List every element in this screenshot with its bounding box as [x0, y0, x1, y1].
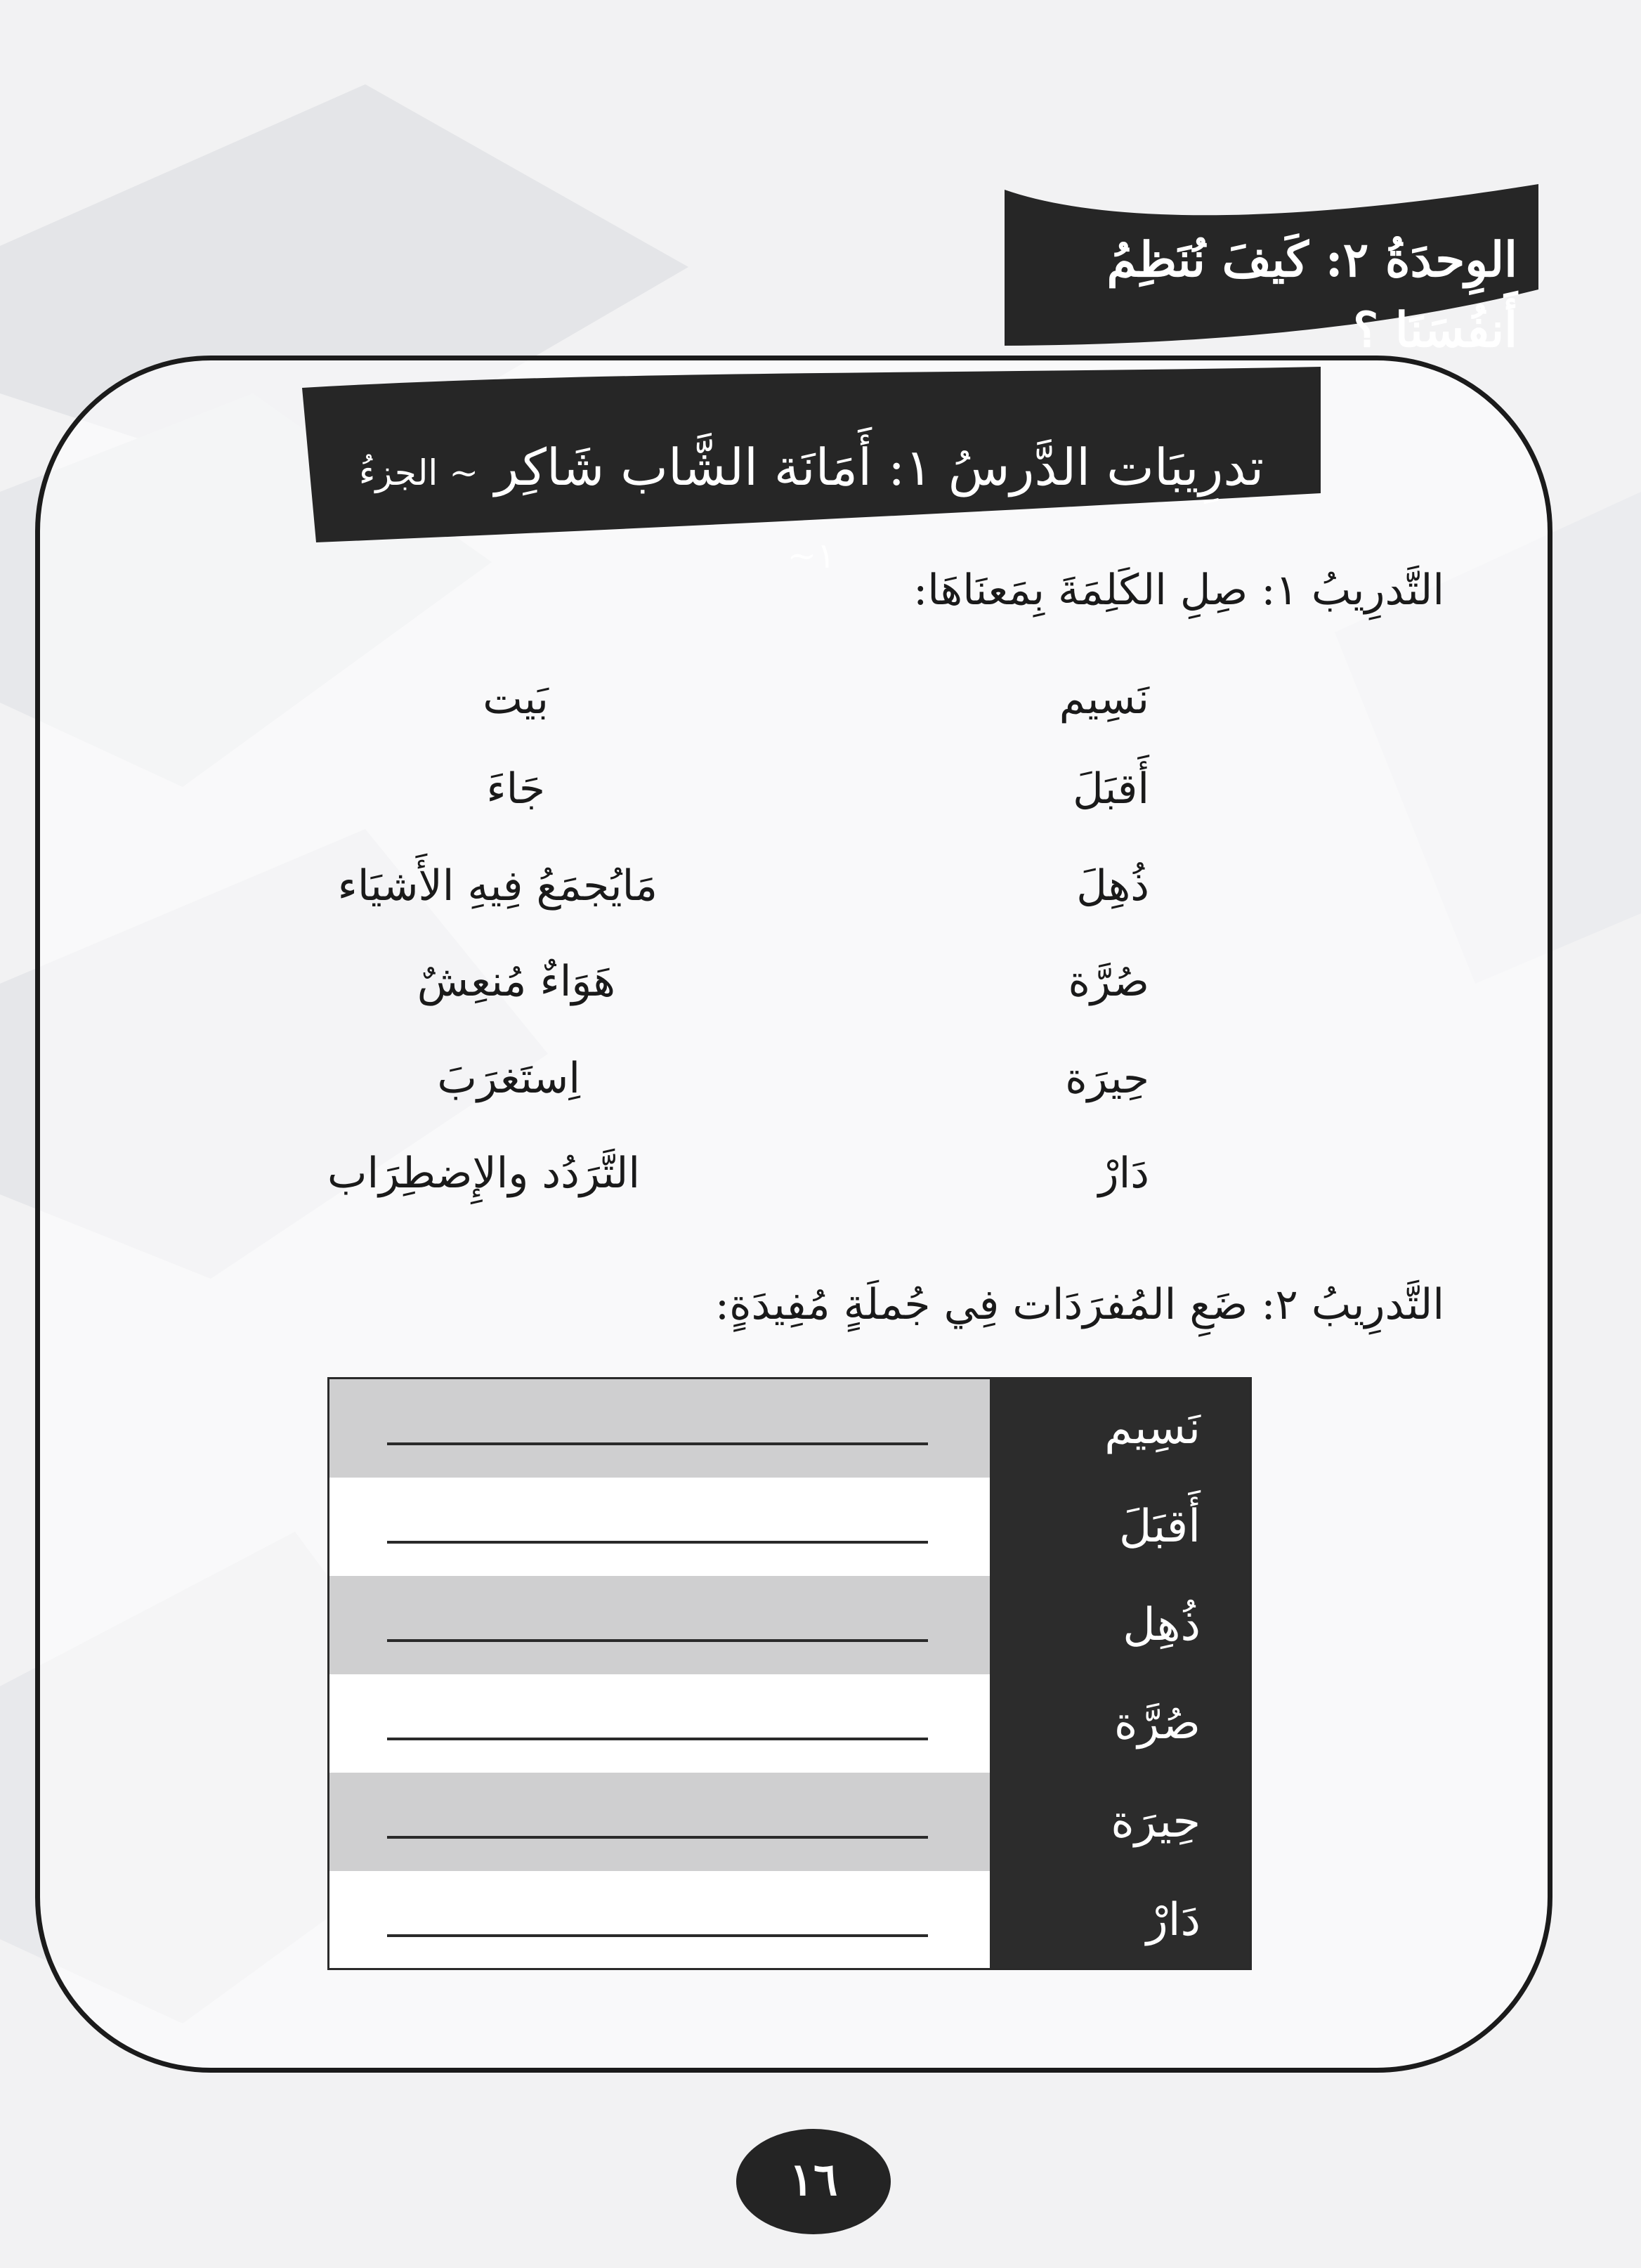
word-item: ذُهِلَ — [1076, 861, 1149, 911]
answer-line[interactable] — [387, 1738, 928, 1740]
table-row — [329, 1478, 1250, 1576]
word-item: أَقبَلَ — [1073, 764, 1149, 814]
meaning-item: بَيت — [483, 674, 549, 724]
vocab-word: حِيرَة — [990, 1773, 1250, 1871]
page-number: ١٦ — [789, 2153, 838, 2206]
exercise1-heading: التَّدرِيبُ ١: صِلِ الكَلِمَةَ بِمَعنَاهَا: — [913, 566, 1444, 615]
table-row — [329, 1773, 1250, 1871]
answer-line[interactable] — [387, 1836, 928, 1839]
meaning-item: مَايُجمَعُ فِيهِ الأَشيَاء — [337, 861, 658, 911]
lesson-title-main: تدرِيبَات الدَّرسُ ١: أَمَانَة الشَّاب شَاكِر — [495, 438, 1264, 497]
vocab-word: ذُهِل — [990, 1576, 1250, 1674]
vocab-word: دَارْ — [990, 1871, 1250, 1969]
answer-cell[interactable] — [329, 1379, 990, 1478]
answer-line[interactable] — [387, 1639, 928, 1642]
word-item: نَسِيم — [1059, 674, 1149, 724]
word-item: دَارْ — [1098, 1149, 1149, 1198]
answer-cell[interactable] — [329, 1871, 990, 1969]
answer-cell[interactable] — [329, 1674, 990, 1773]
table-row — [329, 1576, 1250, 1674]
vocab-word: صُرَّة — [990, 1674, 1250, 1773]
vocab-word: أَقبَلَ — [990, 1478, 1250, 1576]
sentence-table — [327, 1377, 1252, 1970]
table-row — [329, 1379, 1250, 1478]
word-item: صُرَّة — [1068, 957, 1149, 1006]
answer-line[interactable] — [387, 1934, 928, 1937]
answer-cell[interactable] — [329, 1576, 990, 1674]
answer-cell[interactable] — [329, 1478, 990, 1576]
meaning-item: جَاءَ — [486, 764, 545, 814]
exercise2-heading: التَّدرِيبُ ٢: ضَعِ المُفرَدَات فِي جُملَةٍ مُفِيدَةٍ: — [714, 1280, 1444, 1329]
unit-title: الوِحدَةُ ٢: كَيفَ نُنَظِمُ أَنفُسَنَا ؟ — [1106, 232, 1517, 358]
meaning-item: التَّرَدُد والإِضطِرَاب — [327, 1149, 640, 1198]
meaning-item: هَوَاءٌ مُنعِشٌ — [417, 957, 615, 1006]
answer-line[interactable] — [387, 1442, 928, 1445]
vocab-word: نَسِيم — [990, 1379, 1250, 1478]
word-item: حِيرَة — [1065, 1054, 1149, 1103]
answer-cell[interactable] — [329, 1773, 990, 1871]
table-row — [329, 1871, 1250, 1969]
lesson-title-part: ~ الجزءُ ١~ — [358, 452, 836, 576]
table-row — [329, 1674, 1250, 1773]
answer-line[interactable] — [387, 1541, 928, 1544]
meaning-item: اِستَغرَبَ — [437, 1054, 580, 1103]
